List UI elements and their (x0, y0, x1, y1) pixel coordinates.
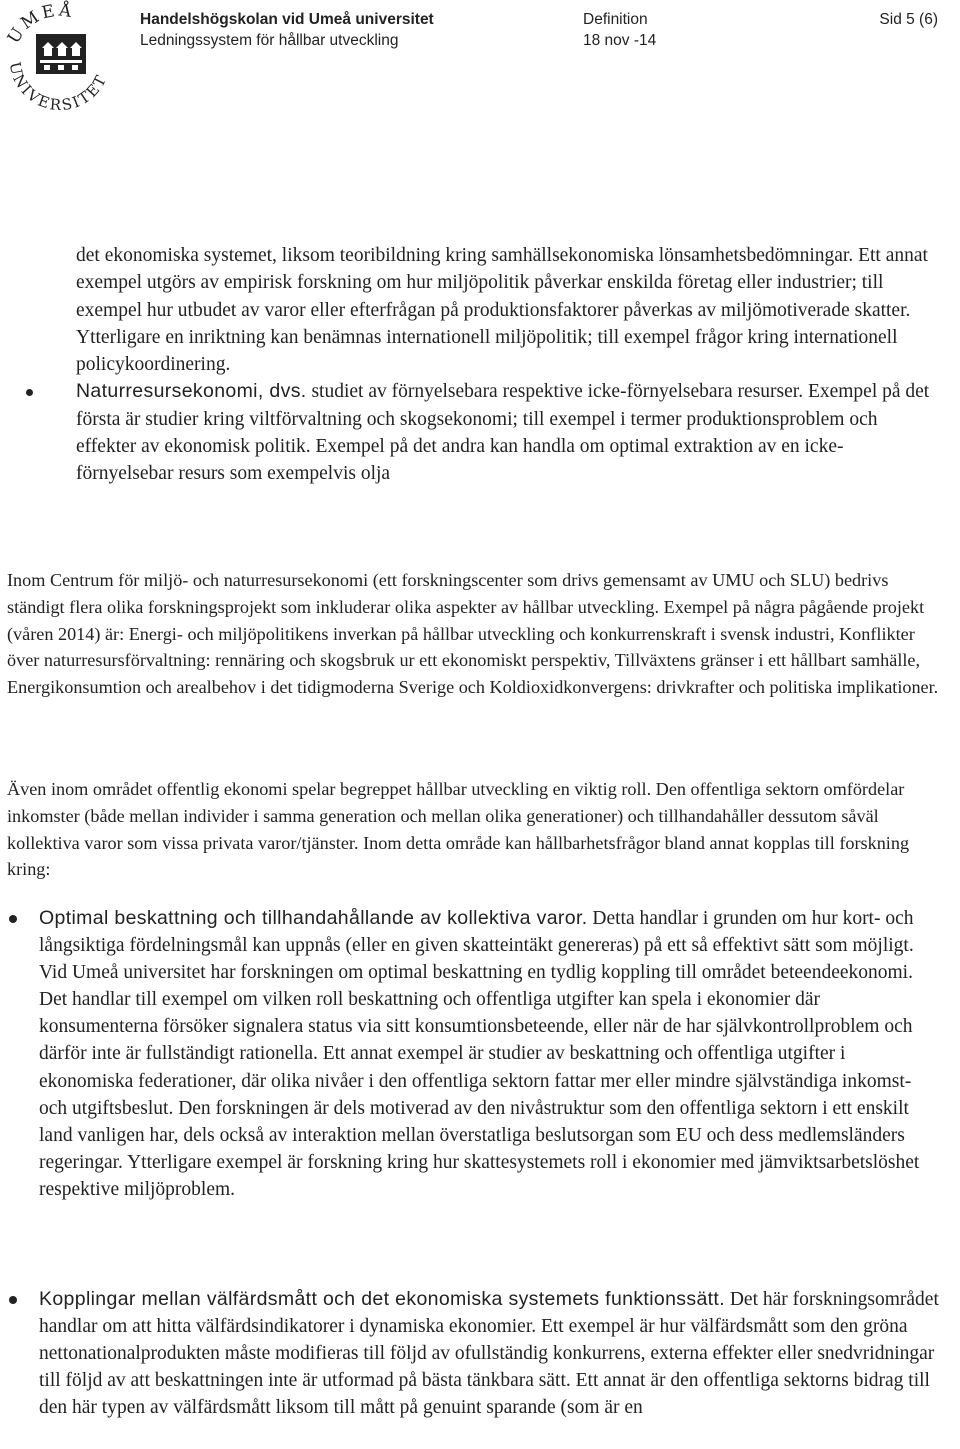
intro-paragraph: det ekonomiska systemet, liksom teoribildning kring samhällsekonomiska lönsamhetsbedömningar. Ett annat exempel utgörs av empirisk forskning om hur miljöpolitik påverkar enskilda företag eller industrier; till exempel hur utbudet av varor eller efterfrågan på produktionsfaktorer påverkas av miljömotiverade skatter. Ytterligare en inriktning kan benämnas internationell miljöpolitik; till exempel frågor kring internationell policykoordinering. (76, 245, 928, 376)
paragraph-public-economy: Även inom området offentlig ekonomi spelar begreppet hållbar utveckling en viktig roll. Den offentliga sektorn omfördelar inkomster (både mellan individer i samma generation och mellan olika generationer) och tillhandahåller dessutom såväl kollektiva varor som vissa privata varor/tjänster. Inom detta område kan hållbarhetsfrågor bland annat kopplas till forskning kring: (7, 779, 910, 880)
header-date: 18 nov -14 (583, 32, 657, 49)
bullet-lead: Naturresursekonomi, dvs. (76, 380, 307, 403)
bullet-lead: Kopplingar mellan välfärdsmått och det ekonomiska systemets funktionssätt. (39, 1288, 725, 1310)
bullet-lead: Optimal beskattning och tillhandahållande av kollektiva varor. (39, 907, 588, 929)
list-item (39, 1286, 939, 1421)
paragraph-centre: Inom Centrum för miljö- och naturresursekonomi (ett forskningscenter som drivs gemensamt av UMU och SLU) bedrivs ständigt flera olika forskningsprojekt som inkluderar olika aspekter av hållbar utveckling. Exempel på några pågående projekt (våren 2014) är: Energi- och miljöpolitikens inverkan på hållbar utveckling och konkurrenskraft i svensk industri, Konflikter över naturresursförvaltning: rennäring och skogsbruk ur ett ekonomiskt perspektiv, Tillväxtens gränser i ett hållbart samhälle, Energikonsumtion och arealbehov i det tidigmoderna Sverige och Koldioxidkonvergens: drivkrafter och politiska implikationer. (7, 570, 939, 698)
header-subtitle: Ledningssystem för hållbar utveckling (140, 32, 399, 49)
intro-section (76, 242, 936, 488)
bullet-icon (26, 389, 33, 396)
bullet-icon (9, 1296, 17, 1304)
bullet-text: studiet av förnyelsebara respektive icke-förnyelsebara resurser. Exempel på det första är studier kring viltförvaltning och skogsekonomi; till exempel i termer produktionsproblem och effekter av ekonomisk politik. Exempel på det andra kan handla om optimal extraktion av en icke-förnyelsebar resurs som exempelvis olja (76, 381, 930, 485)
list-item (76, 378, 936, 487)
bullet-icon (9, 915, 17, 923)
svg-text:UNIVERSITET: UNIVERSITET (5, 60, 111, 115)
bullet-text: Detta handlar i grunden om hur kort- och långsiktiga fördelningsmål kan uppnås (eller en given skatteintäkt genereras) på ett så effektivt sätt som möjligt. Vid Umeå universitet har forskningen om optimal beskattning en tydlig koppling till området beteendeekonomi. Det handlar till exempel om vilken roll beskattning och offentliga utgifter kan spela i ekonomier där konsumenterna försöker signalera status via sitt konsumtionsbeteende, eller när de har självkontrollproblem och därför inte är fullständigt rationella. Ett annat exempel är studier av beskattning och offentliga utgifter i ekonomiska federationer, där olika nivåer i den offentliga sektorn fattar mer eller mindre självständiga inkomst- och utgiftsbeslut. Den forskningen är dels motiverad av den nivåstruktur som den offentliga sektorn i ett enskilt land vanligen har, dels också av interaktion mellan överstatliga beslutsorgan som EU och dess medlemsländers regeringar. Ytterligare exempel är forskning kring hur skattesystemets roll i ekonomier med jämviktsarbetslöshet respektive miljöproblem. (39, 908, 920, 1200)
svg-text:UMEÅ: UMEÅ (3, 0, 76, 48)
list-item (39, 905, 939, 1203)
header-document-type: Definition (583, 11, 648, 28)
umea-university-logo (0, 0, 120, 116)
bullet-text: Det här forskningsområdet handlar om att hitta välfärdsindikatorer i dynamiska ekonomier. Ett exempel är hur välfärdsmått som den gröna nettonationalprodukten måste modifieras till följd av ofullständig konkurrens, externa effekter eller snedvridningar till följd av att beskattningen inte är utformad på bästa tänkbara sätt. Ett annat är den offentliga sektorns bidrag till den här typen av välfärdsmått liksom till mått på genuint sparande (som är en (39, 1289, 939, 1419)
header-page-number: Sid 5 (6) (879, 11, 938, 28)
header-organization: Handelshögskolan vid Umeå universitet (140, 11, 434, 28)
